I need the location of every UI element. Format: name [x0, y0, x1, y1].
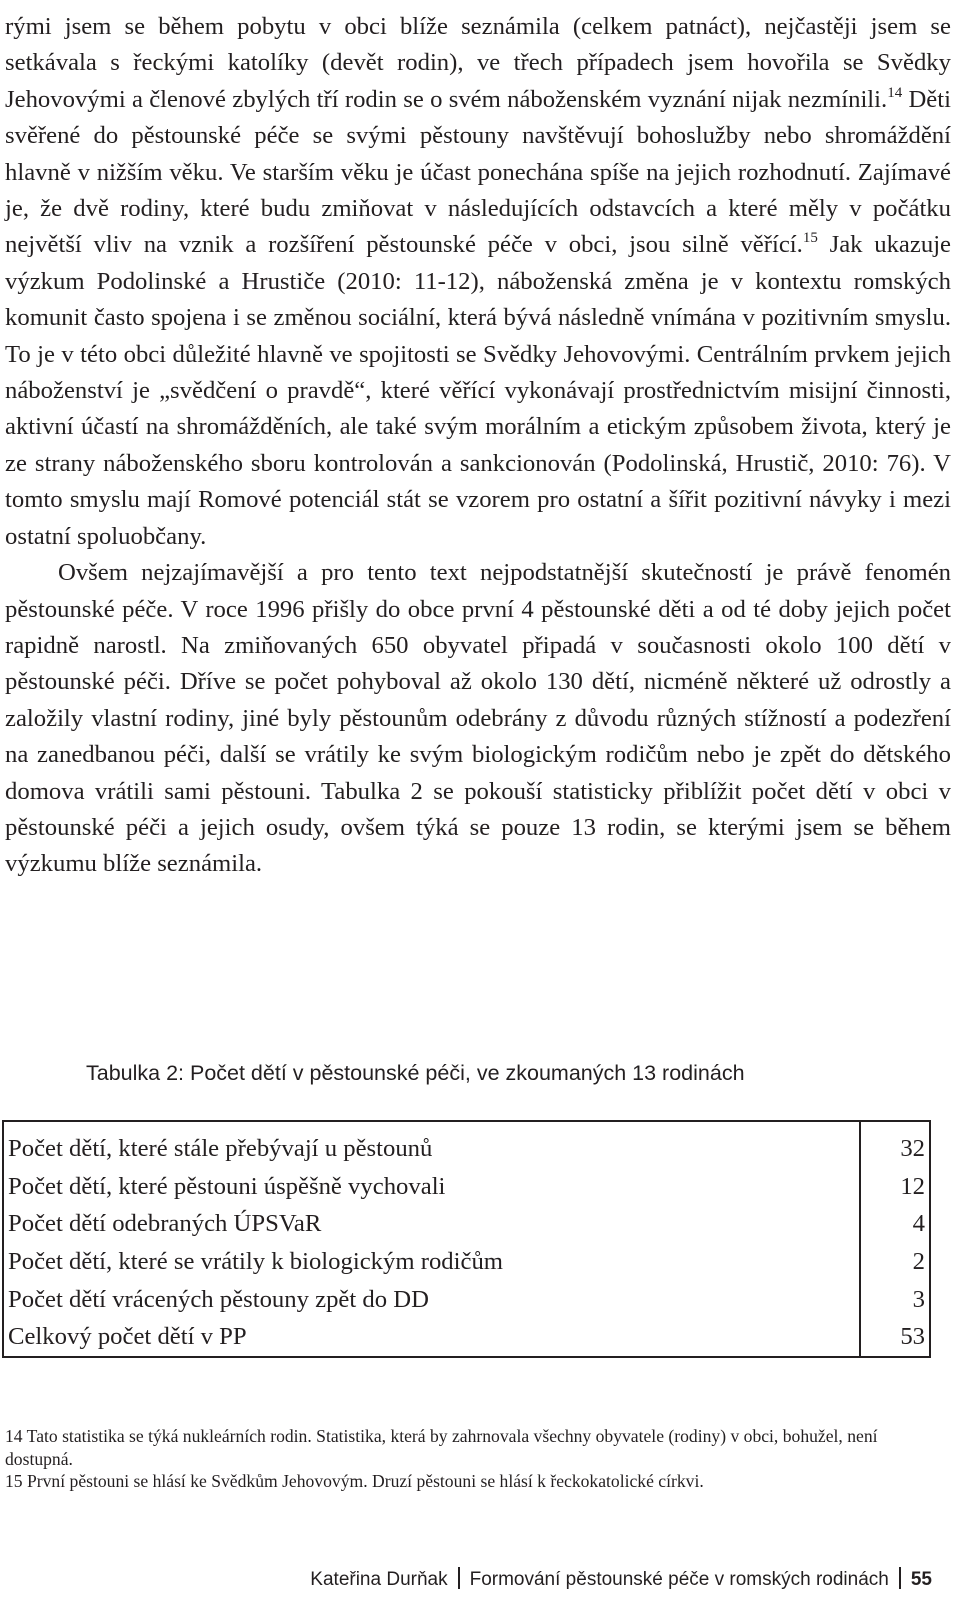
row-label: Celkový počet dětí v PP [8, 1323, 247, 1351]
page-footer [310, 1567, 932, 1591]
page-number: 55 [910, 1569, 932, 1590]
row-label: Počet dětí odebraných ÚPSVaR [8, 1210, 322, 1238]
table-row [3, 1206, 930, 1244]
table-row [3, 1243, 930, 1281]
row-value: 12 [860, 1168, 930, 1206]
paragraph-1 [5, 9, 951, 555]
row-value: 53 [860, 1318, 930, 1357]
row-value: 3 [860, 1281, 930, 1319]
paragraph-1-part-b: Děti svěřené do pěstounské péče se svými pěstouny navštěvují bohoslužby nebo shromáždění hlavně v nižším věku. Ve starším věku je účast ponechána spíše na jejich rozhodnutí. Zajímavé je, že dvě rodiny, které budu zmiňovat v následujících odstavcích a které měly v počátku největší vliv na vznik a rozšíření pěstounské péče v obci, jsou silně věřící. [5, 85, 951, 259]
row-value: 4 [860, 1206, 930, 1244]
footnote-ref-14[interactable]: 14 [887, 84, 903, 101]
paragraph-1-part-c: Jak ukazuje výzkum Podolinské a Hrustiče (2010: 11-12), náboženská změna je v kontextu romských komunit často spojena i se změnou sociální, která bývá následně vnímána v pozitivním smyslu. To je v této obci důležité hlavně ve spojitosti se Svědky Jehovovými. Centrálním prvkem jejich náboženství je „svědčení o pravdě“, které věřící vykonávají prostřednictvím misijní činnosti, aktivní účastí na shromážděních, ale také svým morálním a etickým způsobem života, který je ze strany náboženského sboru kontrolován a sankcionován (Podolinská, Hrustič, 2010: 76). V tomto smyslu mají Romové potenciál stát se vzorem pro ostatní a šířit pozitivní návyky i mezi ostatní spoluobčany. [5, 231, 952, 550]
paragraph-1-part-a: rými jsem se během pobytu v obci blíže seznámila (celkem patnáct), nejčastěji jsem se setkávala s řeckými katolíky (devět rodin), ve třech případech jsem hovořila se Svědky Jehovovými a členové zbylých tří rodin se o svém náboženském vyznání nijak nezmínili. [5, 13, 951, 113]
row-value: 2 [860, 1243, 930, 1281]
table-row [3, 1281, 930, 1319]
body-text [5, 9, 951, 883]
footnote-ref-15[interactable]: 15 [802, 230, 818, 247]
footer-separator [899, 1567, 901, 1589]
table-row [3, 1168, 930, 1206]
footer-title: Formování pěstounské péče v romských rodinách [469, 1569, 889, 1590]
row-label: Počet dětí, které se vrátily k biologickým rodičům [8, 1247, 504, 1275]
table-caption: Tabulka 2: Počet dětí v pěstounské péči, ve zkoumaných 13 rodinách [86, 1061, 745, 1085]
row-value: 32 [860, 1121, 930, 1168]
footnotes [5, 1425, 945, 1493]
row-label: Počet dětí, které pěstouni úspěšně vychovali [8, 1172, 446, 1200]
row-label: Počet dětí, které stále přebývají u pěstounů [8, 1134, 433, 1162]
footnote-14: 14 Tato statistika se týká nukleárních rodin. Statistika, která by zahrnovala všechny obyvatele (rodiny) v obci, bohužel, není dostupná. [5, 1426, 878, 1469]
foster-care-table [2, 1120, 931, 1358]
row-label: Počet dětí vrácených pěstouny zpět do DD [8, 1285, 429, 1313]
paragraph-2: Ovšem nejzajímavější a pro tento text nejpodstatnější skutečností je právě fenomén pěstounské péče. V roce 1996 přišly do obce první 4 pěstounské děti a od té doby jejich počet rapidně narostl. Na zmiňovaných 650 obyvatel připadá v současnosti okolo 100 dětí v pěstounské péči. Dříve se počet pohyboval až okolo 130 dětí, nicméně některé už odrostly a založily vlastní rodiny, jiné byly pěstounům odebrány z důvodu různých stížností a podezření na zanedbanou péči, další se vrátily ke svým biologickým rodičům nebo je zpět do dětského domova vrátili sami pěstouni. Tabulka 2 se pokouší statisticky přiblížit počet dětí v obci v pěstounské péči a jejich osudy, ovšem týká se pouze 13 rodin, se kterými jsem se během výzkumu blíže seznámila. [5, 559, 951, 878]
footer-author: Kateřina Durňak [310, 1569, 448, 1590]
footnote-15: 15 První pěstouni se hlásí ke Svědkům Jehovovým. Druzí pěstouni se hlásí k řeckokatolické církvi. [5, 1471, 704, 1491]
footer-separator [458, 1567, 460, 1589]
table-row [3, 1318, 930, 1357]
table-row [3, 1121, 930, 1168]
